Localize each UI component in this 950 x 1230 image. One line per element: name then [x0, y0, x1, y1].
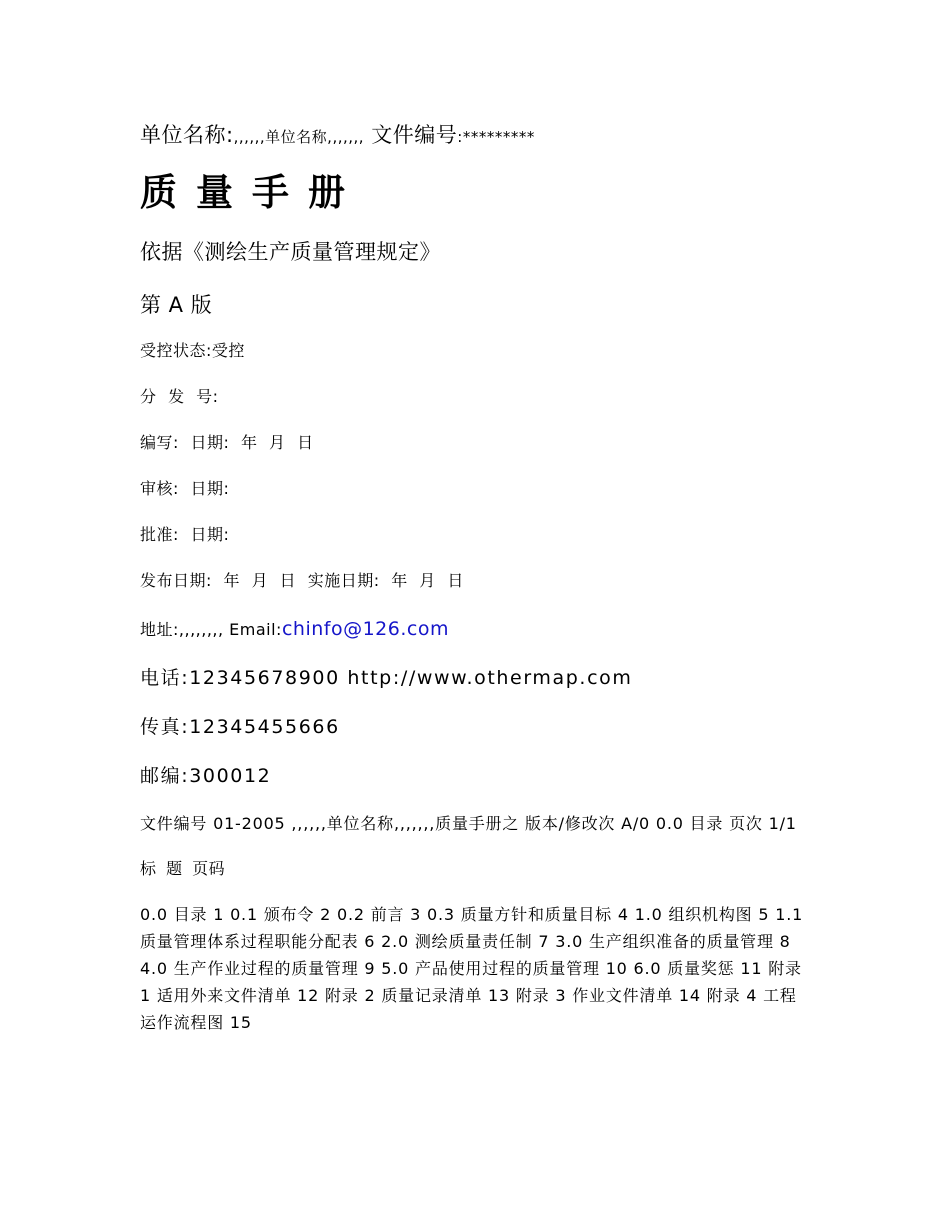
document-subtitle: 依据《测绘生产质量管理规定》: [140, 240, 441, 264]
reviewed-by: 审核: 日期:: [140, 479, 230, 498]
unit-name: ,,,,,,单位名称,,,,,,,: [233, 128, 365, 146]
toc-header: 标 题 页码: [140, 859, 226, 878]
distribution-number: 分 发 号:: [140, 387, 219, 406]
control-status: 受控状态:受控: [140, 341, 245, 360]
edition: 第 A 版: [140, 293, 213, 317]
email-link[interactable]: chinfo@126.com: [281, 618, 449, 640]
fax-line: 传真:12345455666: [140, 716, 340, 738]
release-dates: 发布日期: 年 月 日 实施日期: 年 月 日: [140, 571, 464, 590]
postcode-line: 邮编:300012: [140, 765, 272, 787]
toc-body: 0.0 目录 1 0.1 颁布令 2 0.2 前言 3 0.3 质量方针和质量目标 4 1.0 组织机构图 5 1.1 质量管理体系过程职能分配表 6 2.0 测绘质量责任制 7 3.0 生产组织准备的质量管理 8 4.0 生产作业过程的质量管理 9 5.0 产品使用过程的质量管理 10 6.0 质量奖惩 11 附录 1 适用外来文件清单 12 附录 2 质量记录清单 13 附录 3 作业文件清单 14 附录 4 工程运作流程图 15: [140, 905, 804, 1032]
doc-number-value: :*********: [457, 128, 535, 146]
document-title: 质量手册: [140, 171, 364, 214]
unit-label: 单位名称:: [140, 123, 234, 147]
address-label: 地址:,,,,,,,, Email:: [140, 620, 282, 639]
written-by: 编写: 日期: 年 月 日: [140, 433, 314, 452]
phone-line: 电话:12345678900 http://www.othermap.com: [140, 667, 633, 689]
approved-by: 批准: 日期:: [140, 525, 230, 544]
doc-info: 文件编号 01-2005 ,,,,,,单位名称,,,,,,,质量手册之 版本/修改次 A/0 0.0 目录 页次 1/1: [140, 814, 797, 833]
doc-number-label: 文件编号: [371, 123, 458, 147]
address-line: [140, 614, 810, 645]
document-header: [140, 118, 810, 154]
